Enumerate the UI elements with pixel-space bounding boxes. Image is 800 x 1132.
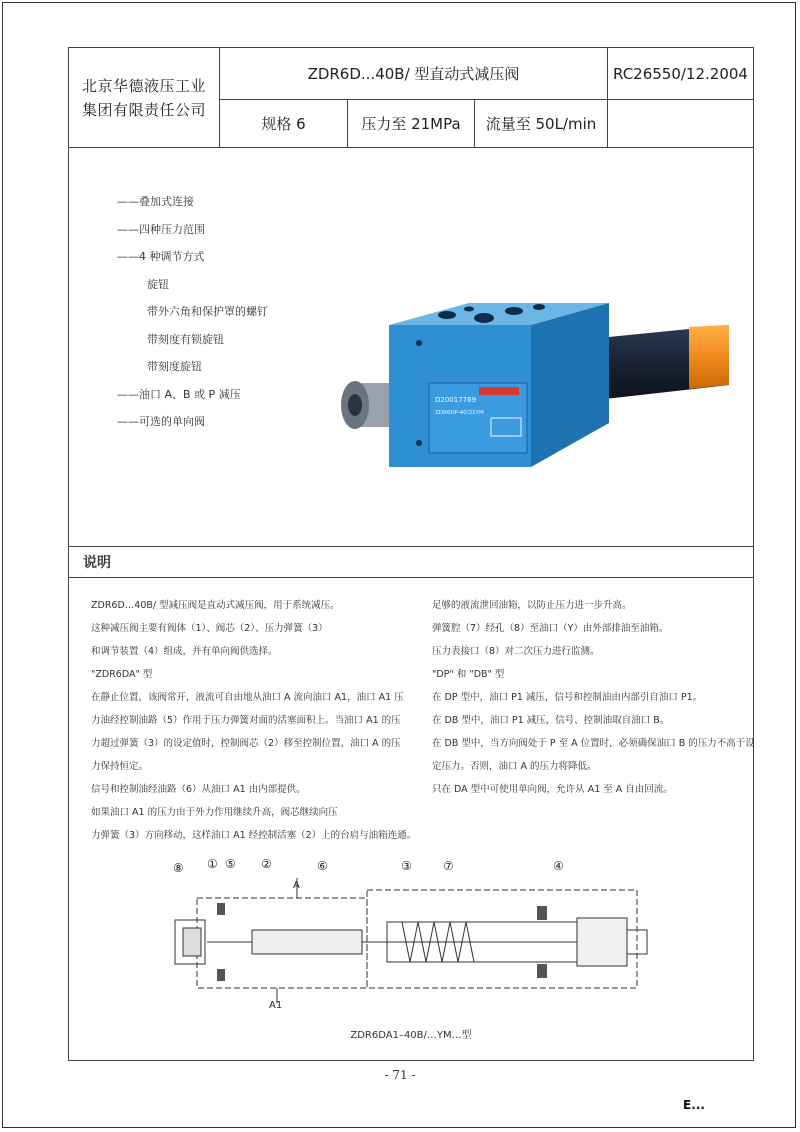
callout-6: ⑥ [317,859,328,873]
feature-item: ——叠加式连接 [117,195,194,208]
description-line: 信号和控制油经油路（6）从油口 A1 由内部提供。 [91,784,306,795]
feature-subitem: 旋钮 [147,277,169,291]
callout-8: ⑧ [173,861,184,875]
nameplate-line-2: ZDR6DP-40/21YM [435,410,484,416]
feature-item: ——油口 A、B 或 P 减压 [117,387,241,401]
description-line: 这种减压阀主要有阀体（1）、阀芯（2）、压力弹簧（3） [91,623,328,634]
description-line: 力弹簧（3）方向移动，这样油口 A1 经控制活塞（2）上的台肩与油箱连通。 [91,830,417,841]
spec-pressure: 压力至 21MPa [348,100,475,147]
company-line-1: 北京华德液压工业 [81,76,206,95]
callout-2: ② [261,858,272,871]
feature-subitem: 带刻度旋钮 [147,360,202,373]
port-a1-label: A1 [269,1000,283,1008]
description-line: 力保持恒定。 [91,761,149,772]
description-line: 在静止位置，该阀常开，液流可自由地从油口 A 流向油口 A1，油口 A1 压 [91,692,404,703]
company-name [69,48,220,147]
description-line: 力油经控制油路（5）作用于压力弹簧对面的活塞面积上。当油口 A1 的压 [91,715,401,726]
description-line: ZDR6D…40B/ 型减压阀是直动式减压阀，用于系统减压。 [91,600,340,611]
description-line: 力超过弹簧（3）的设定值时，控制阀芯（2）移至控制位置，油口 A 的压 [91,738,401,749]
nameplate-line-1: D20017769 [435,396,477,404]
corner-mark: E... [683,1098,705,1112]
drawing-caption: ZDR6DA1–40B/…YM…型 [350,1030,472,1041]
description-line: 只在 DA 型中可使用单向阀，允许从 A1 至 A 自由回流。 [432,784,673,795]
page-number: - 71 - [384,1068,416,1082]
feature-subitem: 带刻度有锁旋钮 [147,332,224,346]
callout-3: ③ [401,859,412,873]
description-left-column [91,594,439,847]
callout-5: ⑤ [225,858,236,871]
description-line: 弹簧腔（7）经孔（8）至油口（Y）由外部排油至油箱。 [432,623,669,634]
feature-subitem: 带外六角和保护罩的螺钉 [147,305,268,318]
description-line: 足够的液流泄回油箱，以防止压力进一步升高。 [432,600,632,611]
spec-flow: 流量至 50L/min [475,100,608,147]
description-line: 如果油口 A1 的压力由于外力作用继续升高，阀芯继续向压 [91,807,338,818]
description-line: 在 DB 型中，当方向阀处于 P 至 A 位置时，必须确保油口 B 的压力不高于设 [432,738,755,749]
description-line: 在 DB 型中，油口 P1 减压，信号、控制油取自油口 B。 [432,715,670,726]
header-table [69,48,753,148]
description-heading-bar [69,546,753,578]
callout-4: ④ [553,859,564,873]
description-line: "ZDR6DA" 型 [91,669,153,680]
description-heading: 说明 [83,555,111,571]
description-line: 在 DP 型中，油口 P1 减压，信号和控制油由内部引自油口 P1。 [432,692,703,703]
callout-7: ⑦ [443,859,454,873]
product-title: ZDR6D...40B/ 型直动式减压阀 [220,48,608,100]
port-a-label: A [293,880,300,891]
datasheet [68,47,754,1061]
description-line: 和调节装置（4）组成，并有单向阀供选择。 [91,646,278,657]
valve-product-photo [279,263,729,483]
description-line: "DP" 和 "DB" 型 [432,669,505,680]
spec-size: 规格 6 [220,100,348,147]
feature-item: ——四种压力范围 [117,222,205,236]
company-line-2: 集团有限责任公司 [81,100,206,119]
description-line: 定压力。否则，油口 A 的压力将降低。 [432,761,597,772]
description-line: 压力表接口（8）对二次压力进行监测。 [432,646,600,657]
callout-1: ① [207,858,218,871]
description-right-column [432,594,762,801]
document-code: RC26550/12.2004 [608,48,753,100]
valve-section-drawing [157,858,657,1008]
feature-item: ——可选的单向阀 [117,415,205,428]
feature-item: ——4 种调节方式 [117,250,205,263]
spec-empty-cell [608,100,753,147]
